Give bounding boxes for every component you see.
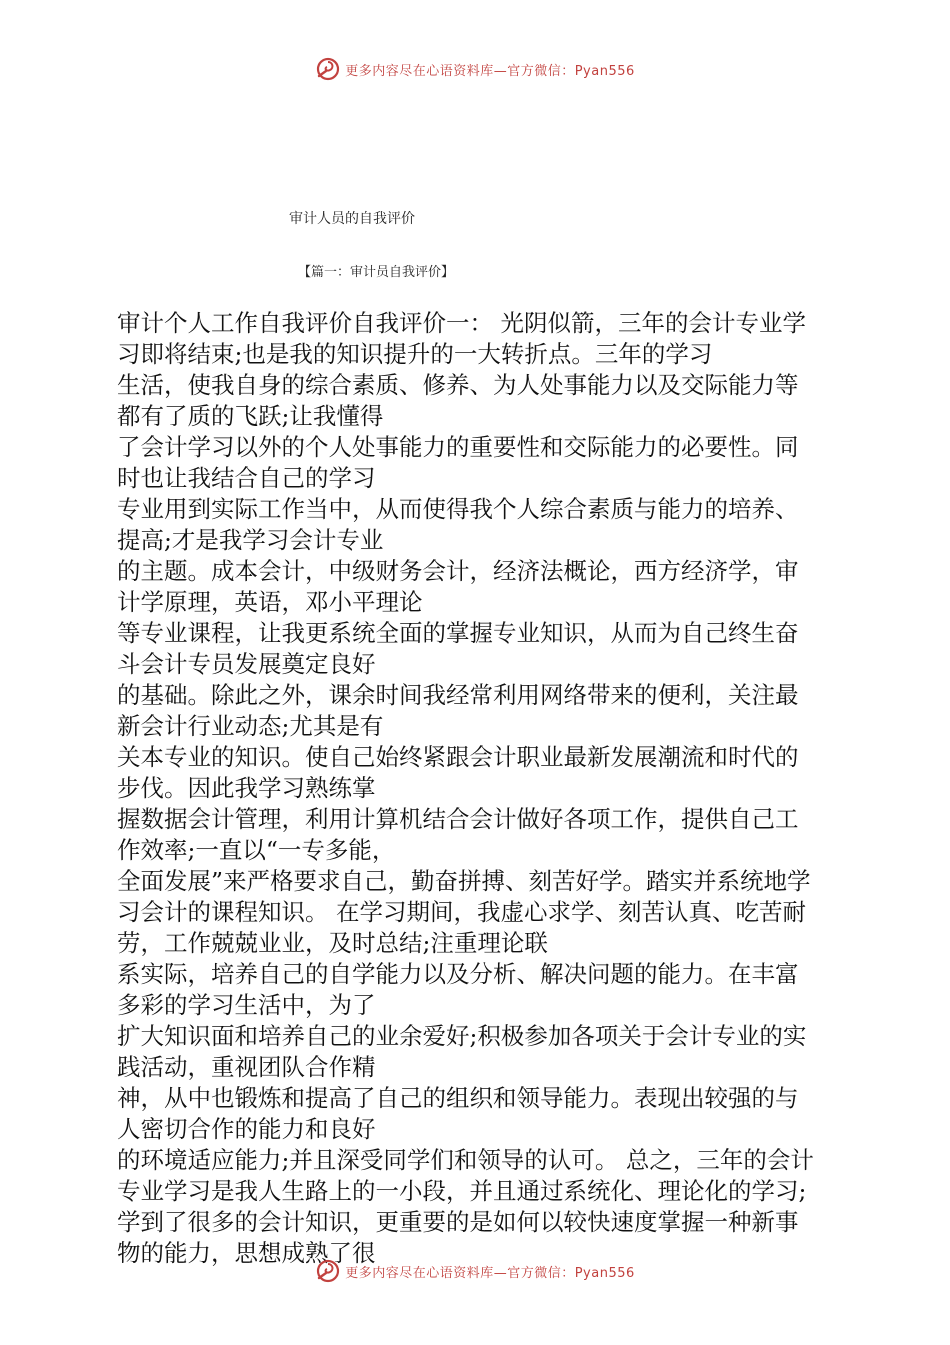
document-subtitle: 【篇一：审计员自我评价】 [298,265,455,280]
body-line: 扩大知识面和培养自己的业余爱好;积极参加各项关于会计专业的实 [117,1022,807,1050]
watermark-text: 更多内容尽在心语资料库—官方微信：Pyan556 [345,1265,635,1281]
body-line: 时也让我结合自己的学习 [117,464,376,492]
body-line: 专业用到实际工作当中，从而使得我个人综合素质与能力的培养、 [117,495,799,523]
body-line: 斗会计专员发展奠定良好 [117,650,376,678]
body-line: 劳，工作兢兢业业，及时总结;注重理论联 [117,929,548,957]
body-line: 步伐。因此我学习熟练掌 [117,774,376,802]
body-line: 了会计学习以外的个人处事能力的重要性和交际能力的必要性。同 [117,433,799,461]
spiral-logo-icon [315,1258,341,1284]
body-line: 人密切合作的能力和良好 [117,1115,376,1143]
document-title: 审计人员的自我评价 [289,211,415,227]
body-line: 生活，使我自身的综合素质、修养、为人处事能力以及交际能力等 [117,371,799,399]
body-line: 都有了质的飞跃;让我懂得 [117,402,384,430]
body-line: 新会计行业动态;尤其是有 [117,712,384,740]
body-line: 握数据会计管理，利用计算机结合会计做好各项工作，提供自己工 [117,805,799,833]
body-line: 关本专业的知识。使自己始终紧跟会计职业最新发展潮流和时代的 [117,743,799,771]
body-line: 神，从中也锻炼和提高了自己的组织和领导能力。表现出较强的与 [117,1084,799,1112]
body-line: 践活动，重视团队合作精 [117,1053,376,1081]
body-line: 作效率;一直以“一专多能， [117,836,396,864]
body-line: 提高;才是我学习会计专业 [117,526,384,554]
footer-watermark [0,1256,950,1286]
spiral-logo-icon [315,56,341,82]
body-line: 等专业课程，让我更系统全面的掌握专业知识，从而为自己终生奋 [117,619,799,647]
body-line: 学到了很多的会计知识，更重要的是如何以较快速度掌握一种新事 [117,1208,799,1236]
body-line: 多彩的学习生活中，为了 [117,991,376,1019]
body-line: 物的能力，思想成熟了很 [117,1239,376,1267]
body-line: 审计个人工作自我评价自我评价一： 光阴似箭，三年的会计专业学 [117,309,806,337]
body-line: 全面发展”来严格要求自己，勤奋拼搏、刻苦好学。踏实并系统地学 [117,867,811,895]
document-body [117,308,847,1269]
watermark-text: 更多内容尽在心语资料库—官方微信：Pyan556 [345,63,635,79]
body-line: 计学原理，英语，邓小平理论 [117,588,423,616]
body-line: 的基础。除此之外，课余时间我经常利用网络带来的便利，关注最 [117,681,799,709]
body-line: 习会计的课程知识。 在学习期间，我虚心求学、刻苦认真、吃苦耐 [117,898,806,926]
body-line: 的主题。成本会计，中级财务会计，经济法概论，西方经济学，审 [117,557,799,585]
body-line: 专业学习是我人生路上的一小段，并且通过系统化、理论化的学习; [117,1177,807,1205]
header-watermark [0,54,950,84]
body-line: 系实际，培养自己的自学能力以及分析、解决问题的能力。在丰富 [117,960,799,988]
body-line: 的环境适应能力;并且深受同学们和领导的认可。 总之，三年的会计 [117,1146,814,1174]
body-line: 习即将结束;也是我的知识提升的一大转折点。三年的学习 [117,340,713,368]
